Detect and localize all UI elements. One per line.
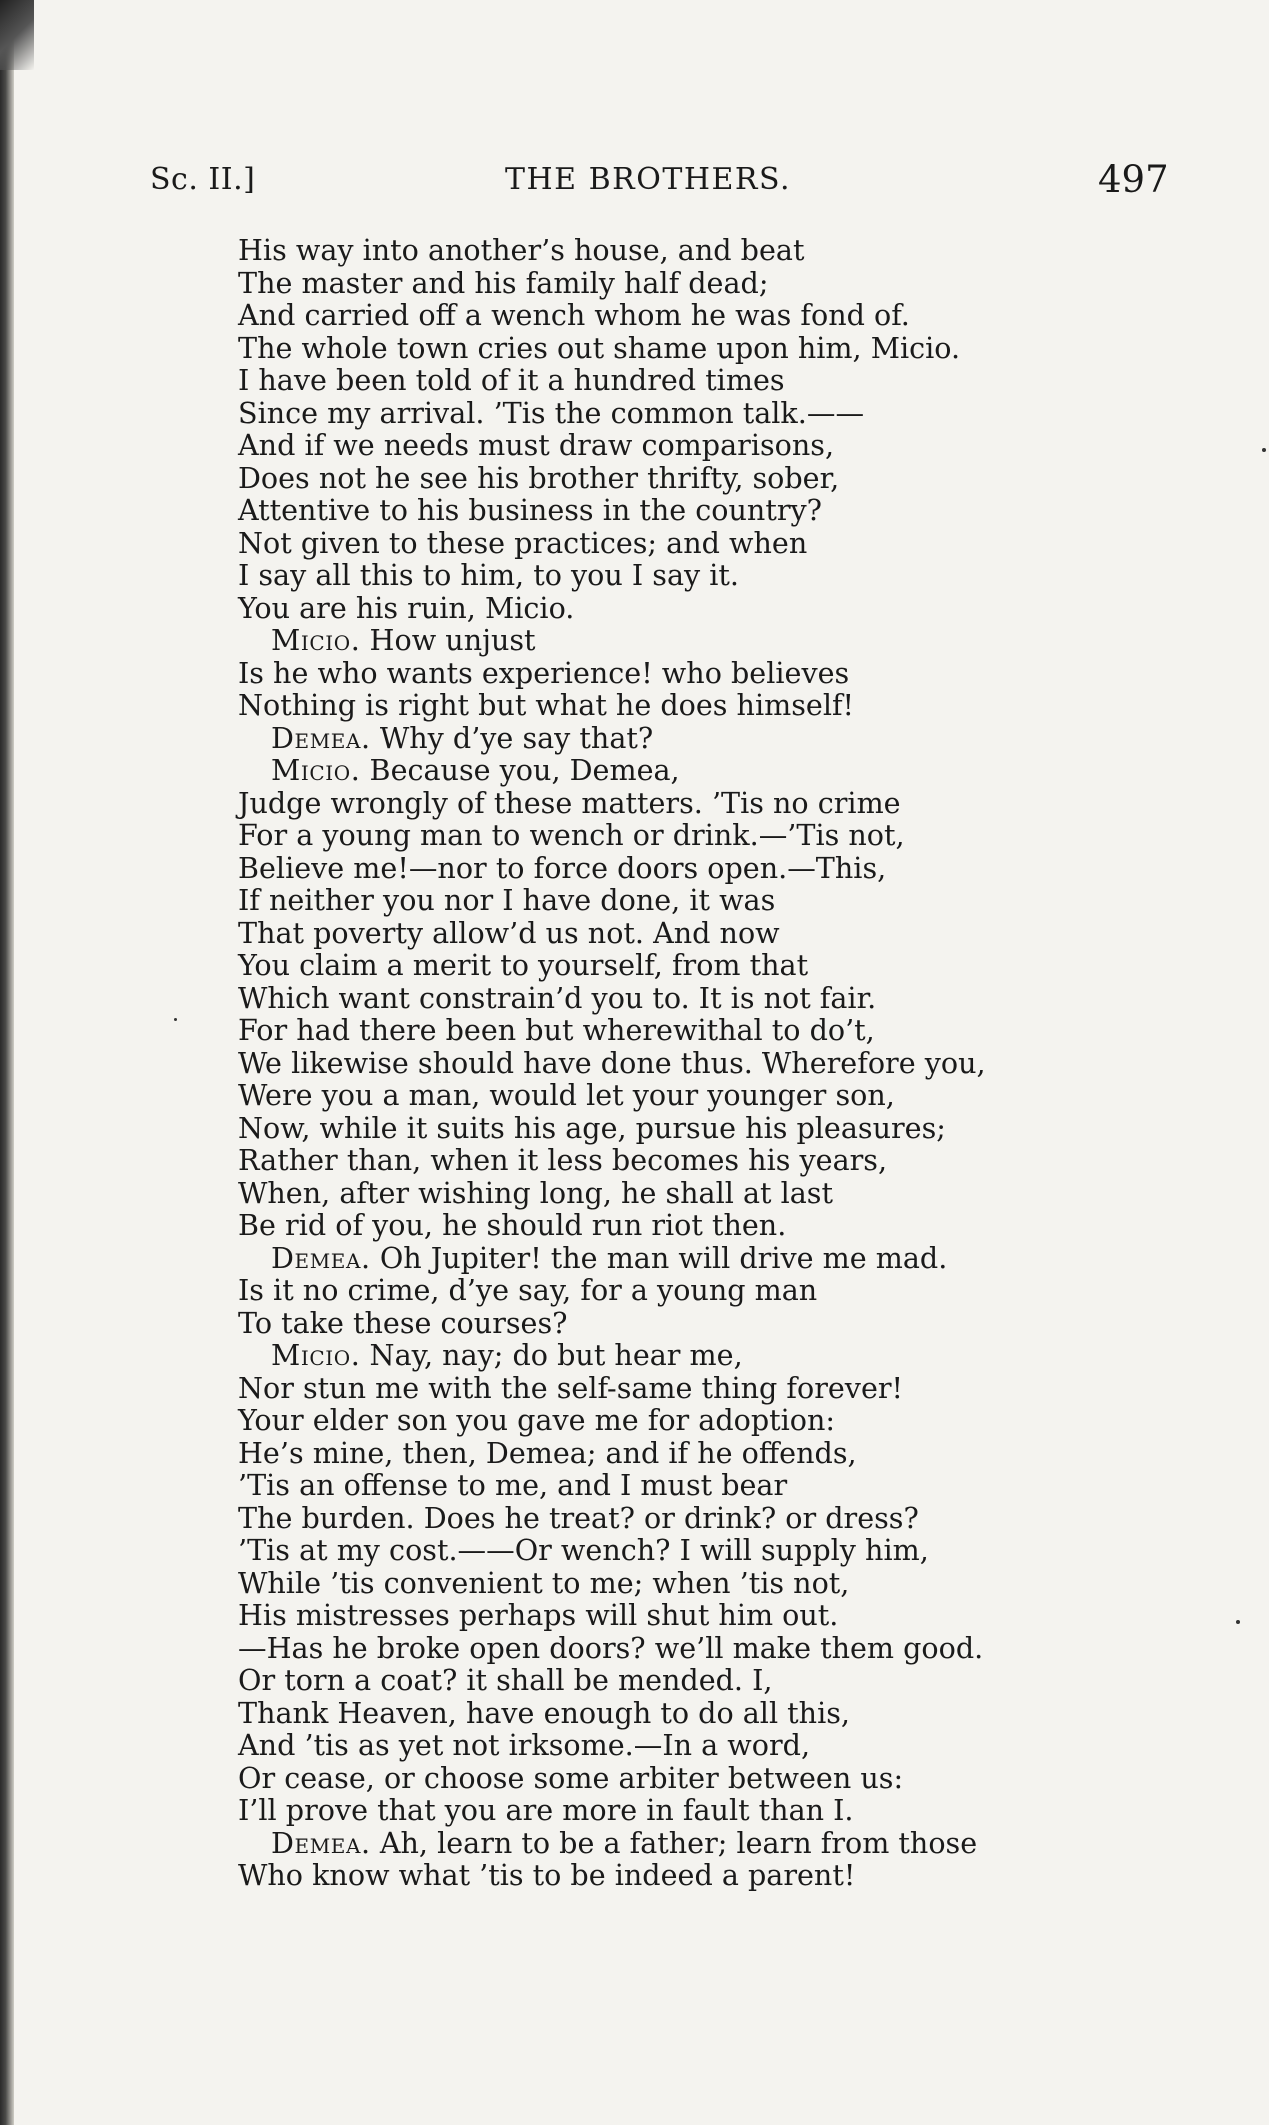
speaker-line	[238, 1242, 1138, 1275]
verse-line	[238, 1014, 1138, 1047]
line-text: Because you, Demea,	[360, 753, 680, 787]
page-binding-edge	[0, 0, 14, 2125]
verse-line	[238, 657, 1138, 690]
line-text: —Has he broke open doors? we’ll make them good.	[238, 1630, 984, 1665]
verse-line	[238, 1079, 1138, 1112]
verse-line	[238, 787, 1138, 820]
speaker-line	[238, 754, 1138, 787]
speaker-name: Demea.	[271, 720, 371, 755]
line-text: For had there been but wherewithal to do’t,	[238, 1013, 875, 1047]
speaker-line	[238, 624, 1138, 657]
line-text: And ’tis as yet not irksome.—In a word,	[238, 1728, 811, 1762]
verse-line	[238, 949, 1138, 982]
verse-line	[238, 1599, 1138, 1632]
verse-line	[238, 299, 1138, 332]
verse-line	[238, 1729, 1138, 1762]
verse-line	[238, 429, 1138, 462]
line-text: That poverty allow’d us not. And now	[238, 915, 780, 950]
line-text: Is it no crime, d’ye say, for a young man	[238, 1273, 818, 1307]
line-text: Believe me!—nor to force doors open.—This,	[238, 850, 887, 885]
line-text: Thank Heaven, have enough to do all this,	[238, 1695, 850, 1730]
line-text: I say all this to him, to you I say it.	[238, 558, 739, 592]
verse-line	[238, 1697, 1138, 1730]
line-text: Or torn a coat? it shall be mended. I,	[238, 1663, 773, 1697]
speaker-line	[238, 1827, 1138, 1860]
ink-speck	[1236, 1620, 1240, 1624]
line-text: Who know what ’tis to be indeed a parent!	[238, 1858, 856, 1892]
speaker-name: Micio.	[271, 753, 361, 787]
line-text: Attentive to his business in the country?	[238, 493, 822, 527]
running-header	[150, 158, 1169, 208]
line-text: Nay, nay; do but hear me,	[360, 1338, 743, 1372]
line-text: Now, while it suits his age, pursue his pleasures;	[238, 1110, 946, 1145]
verse-line	[238, 267, 1138, 300]
verse-line	[238, 1209, 1138, 1242]
line-text: We likewise should have done thus. Wherefore you,	[238, 1045, 986, 1080]
line-text: For a young man to wench or drink.—’Tis not,	[238, 818, 905, 852]
verse-line	[238, 1144, 1138, 1177]
line-text: Rather than, when it less becomes his years,	[238, 1143, 888, 1177]
verse-line	[238, 1372, 1138, 1405]
verse-line	[238, 1632, 1138, 1665]
verse-body	[238, 234, 1138, 1892]
line-text: When, after wishing long, he shall at last	[238, 1175, 833, 1210]
line-text: How unjust	[360, 623, 536, 657]
verse-line	[238, 852, 1138, 885]
verse-line	[238, 1274, 1138, 1307]
page-number: 497	[1098, 158, 1169, 201]
verse-line	[238, 1534, 1138, 1567]
verse-line	[238, 689, 1138, 722]
speaker-name: Demea.	[271, 1240, 371, 1275]
verse-line	[238, 1047, 1138, 1080]
verse-line	[238, 982, 1138, 1015]
verse-line	[238, 397, 1138, 430]
line-text: He’s mine, then, Demea; and if he offends,	[238, 1435, 857, 1470]
line-text: Nothing is right but what he does himself!	[238, 688, 855, 722]
verse-line	[238, 1404, 1138, 1437]
line-text: I’ll prove that you are more in fault than I.	[238, 1793, 854, 1827]
speaker-line	[238, 1339, 1138, 1372]
verse-line	[238, 462, 1138, 495]
scene-marker: Sc. II.]	[150, 162, 256, 197]
line-text: Is he who wants experience! who believes	[238, 655, 850, 690]
speaker-line	[238, 722, 1138, 755]
line-text: While ’tis convenient to me; when ’tis not,	[238, 1565, 850, 1600]
verse-line	[238, 1762, 1138, 1795]
verse-line	[238, 884, 1138, 917]
line-text: The whole town cries out shame upon him, Micio.	[238, 330, 961, 365]
line-text: The burden. Does he treat? or drink? or dress?	[238, 1500, 919, 1535]
line-text: Judge wrongly of these matters. ’Tis no crime	[238, 785, 901, 820]
verse-line	[238, 1502, 1138, 1535]
line-text: His way into another’s house, and beat	[238, 233, 805, 267]
verse-line	[238, 1794, 1138, 1827]
verse-line	[238, 1437, 1138, 1470]
line-text: Ah, learn to be a father; learn from those	[370, 1825, 978, 1860]
line-text: Does not he see his brother thrifty, sober,	[238, 460, 840, 495]
line-text: Nor stun me with the self-same thing forever!	[238, 1370, 904, 1405]
line-text: Since my arrival. ’Tis the common talk.——	[238, 395, 865, 430]
line-text: Not given to these practices; and when	[238, 525, 808, 560]
line-text: And carried off a wench whom he was fond of.	[238, 298, 910, 332]
line-text: Why d’ye say that?	[370, 720, 654, 755]
verse-line	[238, 1307, 1138, 1340]
verse-line	[238, 364, 1138, 397]
verse-line	[238, 1567, 1138, 1600]
verse-line	[238, 527, 1138, 560]
line-text: If neither you nor I have done, it was	[238, 883, 776, 917]
page-corner-shadow	[0, 0, 34, 70]
line-text: I have been told of it a hundred times	[238, 363, 785, 397]
line-text: Were you a man, would let your younger son,	[238, 1078, 895, 1112]
line-text: Or cease, or choose some arbiter between us:	[238, 1760, 904, 1795]
verse-line	[238, 559, 1138, 592]
page-title: THE BROTHERS.	[505, 162, 792, 197]
verse-line	[238, 1112, 1138, 1145]
verse-line	[238, 1177, 1138, 1210]
verse-line	[238, 1664, 1138, 1697]
line-text: Your elder son you gave me for adoption:	[238, 1403, 836, 1437]
verse-line	[238, 234, 1138, 267]
line-text: ’Tis an offense to me, and I must bear	[238, 1468, 788, 1502]
verse-line	[238, 917, 1138, 950]
verse-line	[238, 494, 1138, 527]
verse-line	[238, 592, 1138, 625]
line-text: Be rid of you, he should run riot then.	[238, 1208, 787, 1242]
line-text: You are his ruin, Micio.	[238, 590, 575, 625]
ink-speck	[174, 1018, 177, 1021]
speaker-name: Demea.	[271, 1825, 371, 1860]
verse-line	[238, 1859, 1138, 1892]
line-text: And if we needs must draw comparisons,	[238, 428, 835, 462]
line-text: His mistresses perhaps will shut him out.	[238, 1598, 839, 1632]
line-text: You claim a merit to yourself, from that	[238, 948, 809, 982]
speaker-name: Micio.	[271, 1338, 361, 1372]
line-text: ’Tis at my cost.——Or wench? I will supply him,	[238, 1533, 929, 1567]
ink-speck	[1262, 448, 1266, 452]
line-text: Oh Jupiter! the man will drive me mad.	[370, 1240, 948, 1275]
line-text: The master and his family half dead;	[238, 265, 769, 300]
speaker-name: Micio.	[271, 623, 361, 657]
verse-line	[238, 332, 1138, 365]
verse-line	[238, 1469, 1138, 1502]
line-text: To take these courses?	[238, 1305, 568, 1340]
line-text: Which want constrain’d you to. It is not fair.	[238, 980, 877, 1015]
verse-line	[238, 819, 1138, 852]
